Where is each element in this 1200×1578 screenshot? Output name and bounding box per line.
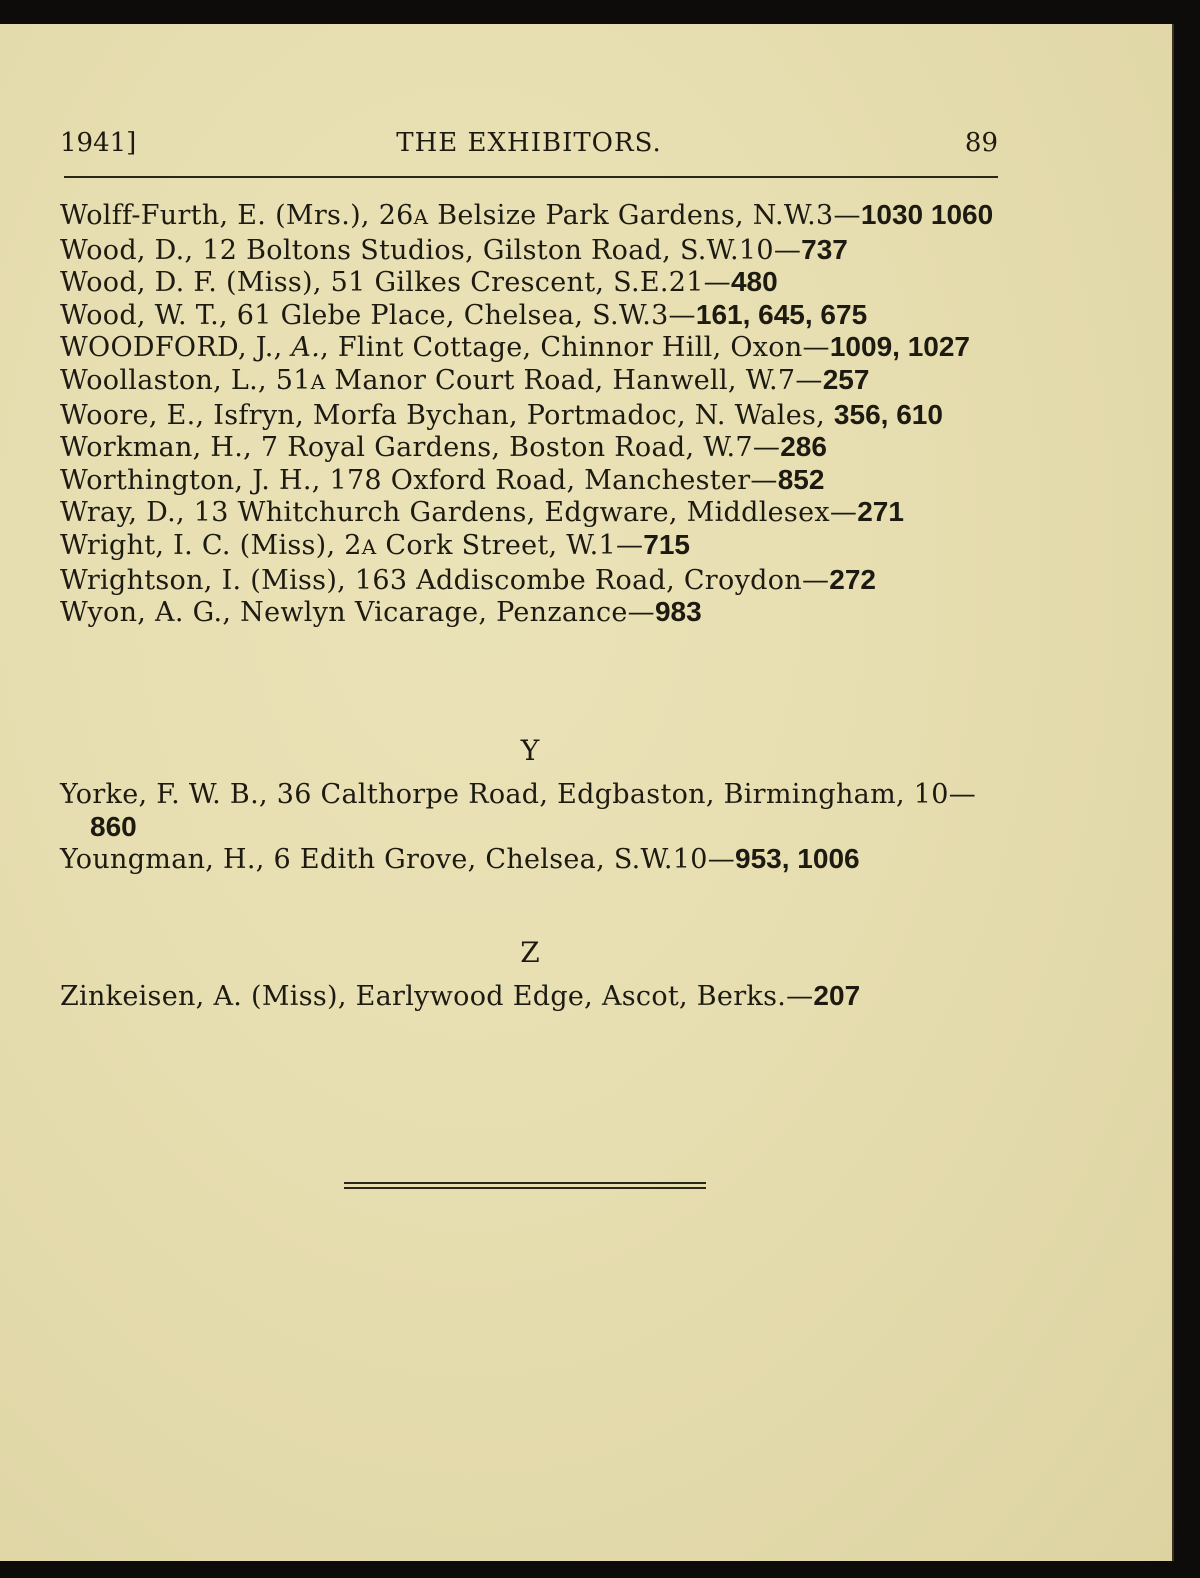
list-item: Wyon, A. G., Newlyn Vicarage, Penzance—983 — [60, 596, 702, 629]
list-item: Wood, D. F. (Miss), 51 Gilkes Crescent, S.E.21—480 — [60, 266, 778, 299]
entries-z — [60, 980, 1020, 1013]
header-year: 1941] — [60, 128, 137, 158]
section-letter-y: Y — [520, 734, 540, 767]
list-item: WOODFORD, J., A., Flint Cottage, Chinnor Hill, Oxon—1009, 1027 — [60, 331, 970, 364]
page-number: 89 — [964, 128, 998, 158]
list-item: Woollaston, L., 51A Manor Court Road, Hanwell, W.7—257 — [60, 363, 870, 396]
entries-w — [60, 199, 1020, 629]
end-rule — [344, 1182, 706, 1189]
list-item: Wood, W. T., 61 Glebe Place, Chelsea, S.W.3—161, 645, 675 — [60, 298, 868, 331]
running-header — [60, 128, 998, 168]
list-item: Worthington, J. H., 178 Oxford Road, Manchester—852 — [60, 463, 825, 496]
entries-y — [60, 779, 1020, 876]
header-rule — [64, 176, 998, 178]
list-item: Wolff-Furth, E. (Mrs.), 26A Belsize Park Gardens, N.W.3—1030 1060 — [60, 199, 994, 231]
list-item: Youngman, H., 6 Edith Grove, Chelsea, S.W.10—953, 1006 — [60, 843, 860, 876]
list-item: Wray, D., 13 Whitchurch Gardens, Edgware, Middlesex—271 — [60, 496, 904, 529]
list-item: Workman, H., 7 Royal Gardens, Boston Road, W.7—286 — [60, 431, 827, 464]
list-item: Yorke, F. W. B., 36 Calthorpe Road, Edgbaston, Birmingham, 10—860 — [60, 779, 977, 842]
list-item: Wrightson, I. (Miss), 163 Addiscombe Road, Croydon—272 — [60, 563, 876, 596]
list-item: Wright, I. C. (Miss), 2A Cork Street, W.1—715 — [60, 528, 690, 561]
list-item: Zinkeisen, A. (Miss), Earlywood Edge, Ascot, Berks.—207 — [60, 980, 861, 1012]
page — [0, 24, 1174, 1561]
list-item: Wood, D., 12 Boltons Studios, Gilston Road, S.W.10—737 — [60, 233, 848, 266]
section-letter-z: Z — [520, 936, 540, 969]
header-title: THE EXHIBITORS. — [396, 128, 662, 158]
list-item: Woore, E., Isfryn, Morfa Bychan, Portmadoc, N. Wales, 356, 610 — [60, 398, 943, 431]
